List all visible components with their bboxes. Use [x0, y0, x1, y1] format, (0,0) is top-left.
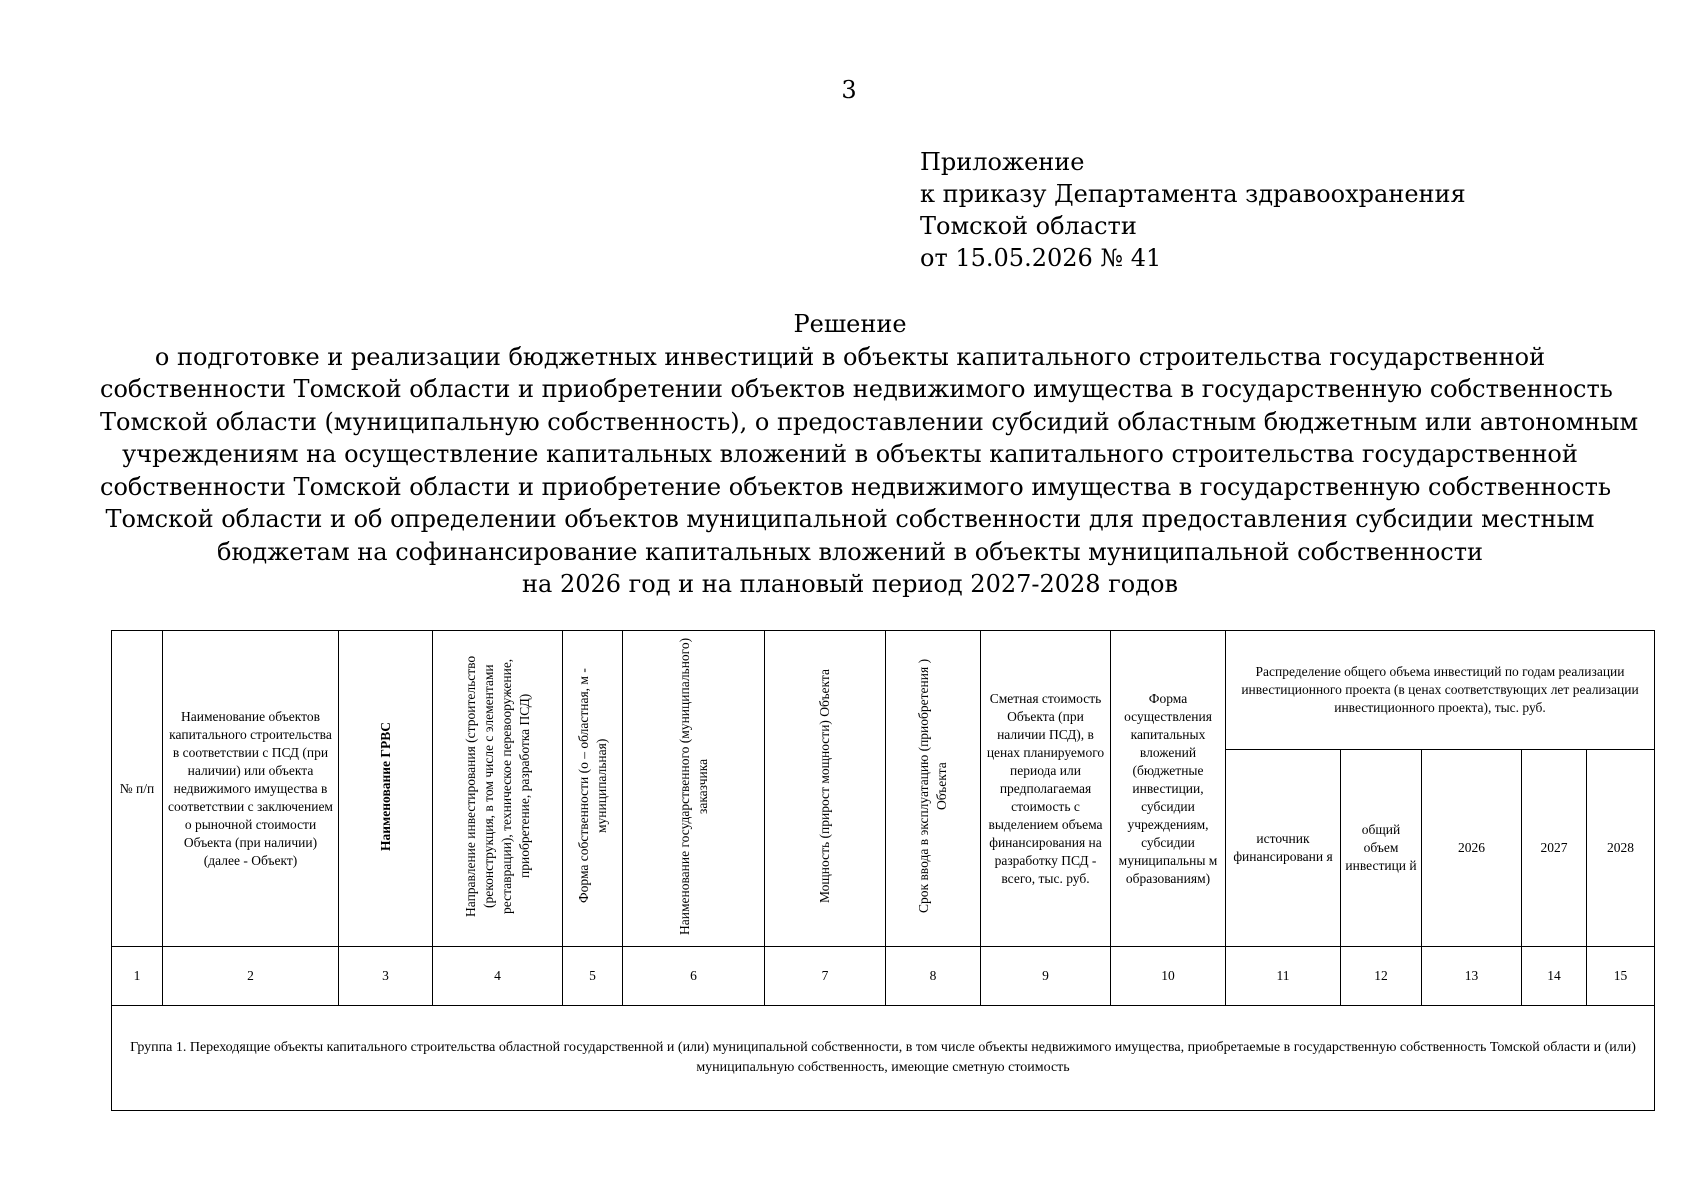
header-num: № п/п	[112, 631, 163, 947]
title-line: собственности Томской области и приобретении объектов недвижимого имущества в государственную собственность	[100, 375, 1613, 403]
column-number: 12	[1341, 947, 1422, 1006]
appendix-line: Приложение	[920, 148, 1085, 176]
header-estimated-cost: Сметная стоимость Объекта (при наличии ПСД), в ценах планируемого периода или предполагаемая стоимость с выделением объема финансирования на разработку ПСД - всего, тыс. руб.	[981, 631, 1111, 947]
column-number: 7	[765, 947, 886, 1006]
column-number: 10	[1111, 947, 1226, 1006]
column-number: 13	[1422, 947, 1522, 1006]
column-number: 2	[163, 947, 339, 1006]
appendix-date-line: от 15.05.2026 № 41	[920, 244, 1162, 272]
page-number: 3	[841, 76, 857, 104]
group-1-row: Группа 1. Переходящие объекты капитального строительства областной государственной и (или) муниципальной собственности, в том числе объекты недвижимого имущества, приобретаемые в государственную собственность Томской области и (или) муниципальную собственность, имеющие сметную стоимость	[112, 1006, 1655, 1111]
header-year-2027: 2027	[1522, 750, 1587, 947]
column-number: 1	[112, 947, 163, 1006]
column-number: 8	[886, 947, 981, 1006]
title-heading: Решение	[793, 310, 907, 338]
column-number: 14	[1522, 947, 1587, 1006]
header-year-2026: 2026	[1422, 750, 1522, 947]
column-number: 3	[339, 947, 433, 1006]
title-line: собственности Томской области и приобретение объектов недвижимого имущества в государственную собственность	[100, 472, 1612, 501]
header-commissioning: Срок ввода в эксплуатацию (приобретения ) Объекта	[916, 658, 949, 914]
column-number: 4	[433, 947, 563, 1006]
column-number: 9	[981, 947, 1111, 1006]
column-number: 11	[1226, 947, 1341, 1006]
header-investment-form: Форма осуществления капитальных вложений (бюджетные инвестиции, субсидии учреждениям, субсидии муниципальны м образованиям)	[1111, 631, 1226, 947]
column-number: 15	[1587, 947, 1655, 1006]
title-line: на 2026 год и на плановый период 2027-2028 годов	[522, 570, 1178, 598]
header-object-name: Наименование объектов капитального строительства в соответствии с ПСД (при наличии) или объекта недвижимого имущества в соответствии с заключением о рыночной стоимости Объекта (при наличии) (далее - Объект)	[163, 631, 339, 947]
header-year-2028: 2028	[1587, 750, 1655, 947]
appendix-line: к приказу Департамента здравоохранения	[920, 180, 1466, 208]
appendix-block	[920, 146, 1466, 274]
column-number-row	[112, 947, 1655, 1006]
appendix-line: Томской области	[920, 212, 1137, 240]
column-number: 6	[623, 947, 765, 1006]
document-title	[100, 308, 1639, 601]
title-line: учреждениям на осуществление капитальных вложений в объекты капитального строительства государственной	[122, 440, 1578, 468]
column-number: 5	[563, 947, 623, 1006]
header-capacity: Мощность (прирост мощности) Объекта	[817, 668, 832, 904]
title-line: Томской области и об определении объектов муниципальной собственности для предоставления субсидии местным	[105, 505, 1595, 533]
header-direction: Направление инвестирования (строительство (реконструкция, в том числе с элементами реставрации), техническое перевооружение, приобретение, разработка ПСД)	[462, 655, 532, 917]
header-distribution: Распределение общего объема инвестиций по годам реализации инвестиционного проекта (в ценах соответствующих лет реализации инвестиционного проекта), тыс. руб.	[1226, 631, 1655, 750]
investment-table	[111, 630, 1655, 1111]
header-ownership: Форма собственности (о – областная, м - муниципальная)	[575, 668, 609, 904]
header-total: общий объем инвестици й	[1341, 750, 1422, 947]
header-grbs: Наименование ГРВС	[377, 721, 393, 851]
title-line: о подготовке и реализации бюджетных инвестиций в объекты капитального строительства государственной	[154, 342, 1546, 371]
title-line: Томской области (муниципальную собственность), о предоставлении субсидий областным бюджетным или автономным	[100, 407, 1639, 436]
header-source: источник финансировани я	[1226, 750, 1341, 947]
title-line: бюджетам на софинансирование капитальных вложений в объекты муниципальной собственности	[217, 537, 1483, 566]
header-customer: Наименование государственного (муниципального) заказчика	[676, 637, 710, 935]
